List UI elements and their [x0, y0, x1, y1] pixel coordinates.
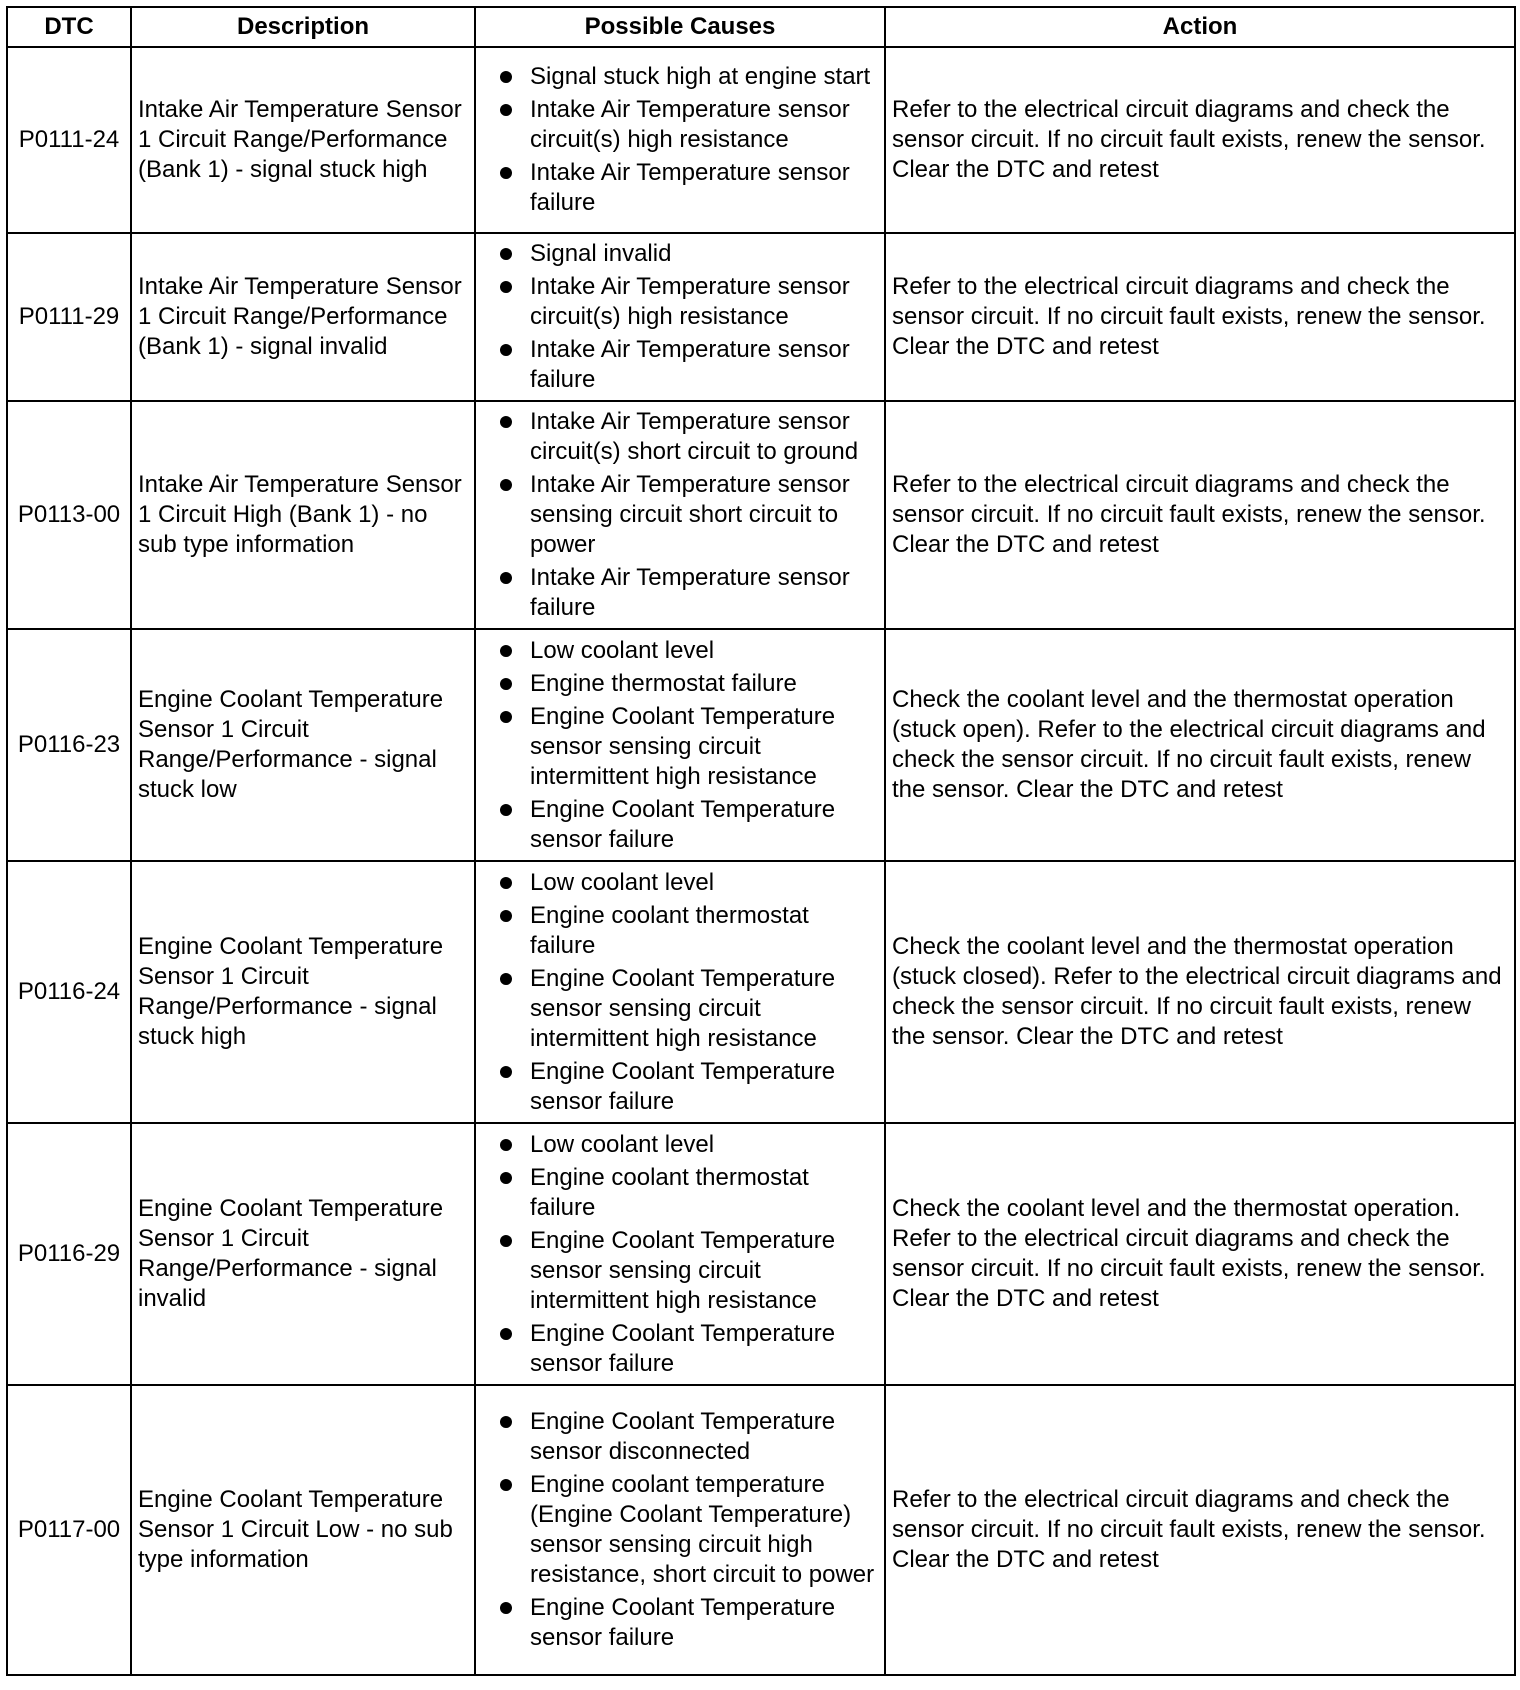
dtc-action: Refer to the electrical circuit diagrams and check the sensor circuit. If no circuit fault exists, renew the sensor. Clear the DTC and retest — [885, 1385, 1515, 1675]
cause-list — [482, 62, 878, 218]
bullet-icon — [500, 572, 512, 584]
cause-item — [482, 868, 878, 898]
cause-text: Engine Coolant Temperature sensor failure — [530, 1319, 836, 1377]
bullet-icon — [500, 1479, 512, 1491]
cause-list — [482, 239, 878, 395]
possible-causes — [475, 629, 885, 861]
cause-text: Engine Coolant Temperature sensor failure — [530, 1057, 836, 1115]
dtc-table — [6, 6, 1516, 1676]
dtc-action: Refer to the electrical circuit diagrams and check the sensor circuit. If no circuit fault exists, renew the sensor. Clear the DTC and retest — [885, 401, 1515, 629]
cause-item — [482, 1319, 878, 1379]
bullet-icon — [500, 1416, 512, 1428]
table-row — [7, 1123, 1515, 1385]
cause-text: Intake Air Temperature sensor circuit(s) high resistance — [530, 273, 850, 330]
bullet-icon — [500, 71, 512, 83]
possible-causes — [475, 861, 885, 1123]
dtc-description: Intake Air Temperature Sensor 1 Circuit High (Bank 1) - no sub type information — [131, 401, 475, 629]
cause-text: Low coolant level — [530, 868, 715, 896]
bullet-icon — [500, 344, 512, 356]
cause-list — [482, 868, 878, 1117]
cause-item — [482, 563, 878, 623]
cause-item — [482, 1130, 878, 1160]
cause-item — [482, 1163, 878, 1223]
dtc-description: Engine Coolant Temperature Sensor 1 Circuit Low - no sub type information — [131, 1385, 475, 1675]
bullet-icon — [500, 416, 512, 428]
cause-list — [482, 1130, 878, 1379]
cause-item — [482, 239, 878, 269]
dtc-action: Refer to the electrical circuit diagrams and check the sensor circuit. If no circuit fault exists, renew the sensor. Clear the DTC and retest — [885, 233, 1515, 401]
bullet-icon — [500, 1235, 512, 1247]
cause-item — [482, 470, 878, 560]
dtc-code: P0116-24 — [7, 861, 131, 1123]
dtc-code: P0116-23 — [7, 629, 131, 861]
cause-text: Engine Coolant Temperature sensor failure — [530, 1594, 836, 1651]
table-row — [7, 1385, 1515, 1675]
possible-causes — [475, 401, 885, 629]
cause-text: Engine Coolant Temperature sensor sensing circuit intermittent high resistance — [530, 964, 836, 1052]
cause-item — [482, 272, 878, 332]
bullet-icon — [500, 1066, 512, 1078]
bullet-icon — [500, 479, 512, 491]
dtc-code: P0113-00 — [7, 401, 131, 629]
cause-text: Signal invalid — [530, 240, 672, 267]
cause-item — [482, 669, 878, 699]
header-possible-causes: Possible Causes — [475, 7, 885, 47]
dtc-code: P0116-29 — [7, 1123, 131, 1385]
cause-text: Engine thermostat failure — [530, 669, 797, 697]
dtc-table-wrapper — [6, 6, 1514, 1676]
bullet-icon — [500, 248, 512, 260]
cause-list — [482, 636, 878, 855]
dtc-description: Engine Coolant Temperature Sensor 1 Circuit Range/Performance - signal stuck low — [131, 629, 475, 861]
cause-text: Engine coolant thermostat failure — [530, 901, 809, 959]
table-row — [7, 401, 1515, 629]
cause-item — [482, 1057, 878, 1117]
dtc-description: Engine Coolant Temperature Sensor 1 Circuit Range/Performance - signal invalid — [131, 1123, 475, 1385]
cause-text: Intake Air Temperature sensor failure — [530, 336, 850, 393]
bullet-icon — [500, 678, 512, 690]
possible-causes — [475, 1385, 885, 1675]
cause-item — [482, 901, 878, 961]
cause-item — [482, 795, 878, 855]
cause-item — [482, 702, 878, 792]
cause-text: Intake Air Temperature sensor circuit(s) short circuit to ground — [530, 408, 859, 465]
cause-text: Intake Air Temperature sensor failure — [530, 159, 850, 216]
cause-text: Engine coolant temperature (Engine Coolant Temperature) sensor sensing circuit high resistance, short circuit to power — [530, 1471, 875, 1588]
bullet-icon — [500, 1172, 512, 1184]
cause-text: Signal stuck high at engine start — [530, 63, 871, 90]
cause-text: Low coolant level — [530, 636, 715, 664]
bullet-icon — [500, 104, 512, 116]
cause-list — [482, 407, 878, 623]
cause-item — [482, 407, 878, 467]
dtc-action: Check the coolant level and the thermostat operation. Refer to the electrical circuit diagrams and check the sensor circuit. If no circuit fault exists, renew the sensor. Clear the DTC and retest — [885, 1123, 1515, 1385]
cause-item — [482, 1407, 878, 1467]
dtc-description: Intake Air Temperature Sensor 1 Circuit Range/Performance (Bank 1) - signal stuck high — [131, 47, 475, 233]
bullet-icon — [500, 1139, 512, 1151]
cause-item — [482, 62, 878, 92]
cause-text: Engine Coolant Temperature sensor sensing circuit intermittent high resistance — [530, 702, 836, 790]
cause-text: Low coolant level — [530, 1130, 715, 1158]
dtc-action: Refer to the electrical circuit diagrams and check the sensor circuit. If no circuit fault exists, renew the sensor. Clear the DTC and retest — [885, 47, 1515, 233]
possible-causes — [475, 233, 885, 401]
dtc-description: Engine Coolant Temperature Sensor 1 Circuit Range/Performance - signal stuck high — [131, 861, 475, 1123]
cause-item — [482, 95, 878, 155]
cause-text: Intake Air Temperature sensor circuit(s) high resistance — [530, 96, 850, 153]
bullet-icon — [500, 973, 512, 985]
header-dtc: DTC — [7, 7, 131, 47]
header-description: Description — [131, 7, 475, 47]
dtc-action: Check the coolant level and the thermostat operation (stuck closed). Refer to the electrical circuit diagrams and check the sensor circuit. If no circuit fault exists, renew the sensor. Clear the DTC and retest — [885, 861, 1515, 1123]
cause-text: Engine Coolant Temperature sensor sensing circuit intermittent high resistance — [530, 1226, 836, 1314]
bullet-icon — [500, 167, 512, 179]
bullet-icon — [500, 1602, 512, 1614]
bullet-icon — [500, 910, 512, 922]
table-row — [7, 47, 1515, 233]
bullet-icon — [500, 804, 512, 816]
bullet-icon — [500, 877, 512, 889]
table-row — [7, 861, 1515, 1123]
bullet-icon — [500, 645, 512, 657]
dtc-action: Check the coolant level and the thermostat operation (stuck open). Refer to the electrical circuit diagrams and check the sensor circuit. If no circuit fault exists, renew the sensor. Clear the DTC and retest — [885, 629, 1515, 861]
cause-item — [482, 1470, 878, 1590]
bullet-icon — [500, 711, 512, 723]
cause-item — [482, 1593, 878, 1653]
dtc-code: P0117-00 — [7, 1385, 131, 1675]
table-row — [7, 233, 1515, 401]
bullet-icon — [500, 1328, 512, 1340]
possible-causes — [475, 1123, 885, 1385]
cause-text: Intake Air Temperature sensor sensing circuit short circuit to power — [530, 471, 850, 558]
cause-text: Engine Coolant Temperature sensor failure — [530, 795, 836, 853]
dtc-description: Intake Air Temperature Sensor 1 Circuit Range/Performance (Bank 1) - signal invalid — [131, 233, 475, 401]
cause-item — [482, 158, 878, 218]
cause-text: Engine Coolant Temperature sensor disconnected — [530, 1408, 836, 1465]
cause-list — [482, 1407, 878, 1653]
cause-text: Intake Air Temperature sensor failure — [530, 564, 850, 621]
cause-text: Engine coolant thermostat failure — [530, 1163, 809, 1221]
cause-item — [482, 964, 878, 1054]
possible-causes — [475, 47, 885, 233]
bullet-icon — [500, 281, 512, 293]
dtc-code: P0111-29 — [7, 233, 131, 401]
cause-item — [482, 636, 878, 666]
header-action: Action — [885, 7, 1515, 47]
dtc-code: P0111-24 — [7, 47, 131, 233]
cause-item — [482, 335, 878, 395]
table-row — [7, 629, 1515, 861]
cause-item — [482, 1226, 878, 1316]
header-row — [7, 7, 1515, 47]
